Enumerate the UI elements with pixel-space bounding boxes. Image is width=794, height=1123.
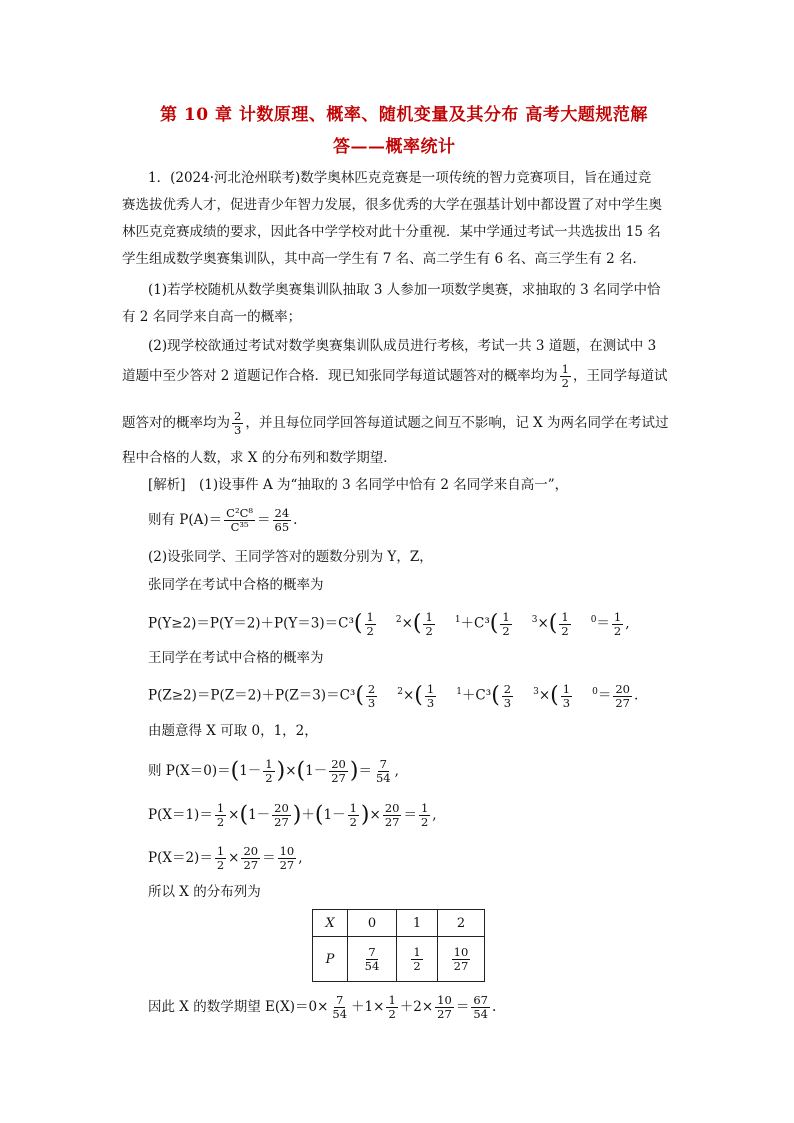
solution-text: 则 P(X＝0)＝ xyxy=(148,763,231,779)
table-cell: 2 xyxy=(438,910,485,937)
question-2-text: 题答对的概率均为 xyxy=(122,415,230,431)
solution-distribution-label: 所以 X 的分布列为 xyxy=(148,884,261,900)
distribution-table xyxy=(312,909,485,982)
solution-text: P(Z≥2)＝P(Z＝2)＋P(Z＝3)＝C³ xyxy=(148,687,356,704)
question-1-line2: 有 2 名同学来自高一的概率； xyxy=(122,309,302,325)
solution-x-values: 由题意得 X 可取 0，1，2， xyxy=(148,723,318,739)
table-row xyxy=(313,937,485,982)
table-header-row xyxy=(313,910,485,937)
table-cell: $\frac{1}{2}$ xyxy=(397,937,438,982)
solution-text: P(Y≥2)＝P(Y＝2)＋P(Y＝3)＝C³ xyxy=(148,615,354,632)
solution-part2: (2)设张同学、王同学答对的题数分别为 Y，Z， xyxy=(148,549,433,565)
solution-wang-label: 王同学在考试中合格的概率为 xyxy=(148,650,324,666)
solution-text: 因此 X 的数学期望 E(X)＝0× xyxy=(148,999,329,1015)
fraction: $\frac{2}{3}$ xyxy=(234,409,242,437)
solution-text: P(X＝1)＝ xyxy=(148,807,213,823)
table-cell: $\frac{7}{54}$ xyxy=(348,937,397,982)
question-2-line3 xyxy=(122,410,669,437)
table-cell: $\frac{10}{27}$ xyxy=(438,937,485,982)
problem-text-1: 1．(2024·河北沧州联考)数学奥林匹克竞赛是一项传统的智力竞赛项目，旨在通过竞 xyxy=(148,170,652,186)
question-1-line1: (1)若学校随机从数学奥赛集训队抽取 3 人参加一项数学奥赛，求抽取的 3 名同学中恰 xyxy=(148,282,661,298)
solution-zhang-formula: P(Y≥2)＝P(Y＝2)＋P(Y＝3)＝C³( $\frac{1}{2}$ $^2$×( $\frac{1}{2}$ $^1$＋C³( $\frac{1}{2}$ $^3$×( $\frac{1}{2}$ $^0$＝ $\frac{1}{2}$ , xyxy=(148,609,630,638)
question-2-line2 xyxy=(122,363,668,390)
solution-wang-formula: P(Z≥2)＝P(Z＝2)＋P(Z＝3)＝C³( $\frac{2}{3}$ $^2$×( $\frac{1}{3}$ $^1$＋C³( $\frac{2}{3}$ $^3$×( $\frac{1}{3}$ $^0$＝ $\frac{20}{27}$ . xyxy=(148,681,639,710)
solution-px2: P(X＝2)＝ $\frac{1}{2}$ × $\frac{20}{27}$ ＝ $\frac{10}{27}$ , xyxy=(148,844,303,872)
solution-expectation: 因此 X 的数学期望 E(X)＝0× $\frac{7}{54}$ ＋1× $\frac{1}{2}$ ＋2× $\frac{10}{27}$ ＝ $\frac{67}{54}$ . xyxy=(148,993,497,1021)
solution-px1: P(X＝1)＝ $\frac{1}{2}$ ×(1－ $\frac{20}{27}$ )＋(1－ $\frac{1}{2}$ )× $\frac{20}{27}$ ＝ $\frac{1}{2}$ , xyxy=(148,801,437,829)
question-2-text: ，王同学每道试 xyxy=(573,368,668,384)
question-2-text: 道题中至少答对 2 道题记作合格．现已知张同学每道试题答对的概率均为 xyxy=(122,368,558,384)
problem-text-3: 林匹克竞赛成绩的要求，因此各中学学校对此十分重视．某中学通过考试一共选拔出 15 名 xyxy=(122,224,661,240)
fraction: $\frac{\text{C²C⁸}}{\text{C³⁵}}$ xyxy=(226,506,253,534)
table-cell: 0 xyxy=(348,910,397,937)
fraction: $\frac{1}{2}$ xyxy=(561,362,569,390)
solution-text: P(X＝2)＝ xyxy=(148,850,213,866)
solution-px0: 则 P(X＝0)＝(1－ $\frac{1}{2}$ )×(1－ $\frac{20}{27}$ )＝ $\frac{7}{54}$ , xyxy=(148,757,399,785)
question-2-text: ，并且每位同学回答每道试题之间互不影响，记 X 为两名同学在考试过 xyxy=(245,415,669,431)
solution-pa: 则有 P(A)＝ $\frac{\text{C²C⁸}}{\text{C³⁵}}$ ＝ $\frac{24}{65}$ . xyxy=(148,506,298,534)
equals-sign: ＝ xyxy=(257,512,271,528)
table-cell: X xyxy=(313,910,348,937)
chapter-title-line2: 答——概率统计 xyxy=(333,137,456,157)
problem-text-4: 学生组成数学奥赛集训队，其中高一学生有 7 名、高二学生有 6 名、高三学生有 2 名． xyxy=(122,251,647,267)
table-cell: 1 xyxy=(397,910,438,937)
solution-text: 则有 P(A)＝ xyxy=(148,512,223,528)
table-cell: P xyxy=(313,937,348,982)
problem-text-2: 赛选拔优秀人才，促进青少年智力发展，很多优秀的大学在强基计划中都设置了对中学生奥 xyxy=(122,197,662,213)
question-2-line4: 程中合格的人数，求 X 的分布列和数学期望． xyxy=(122,450,397,466)
solution-intro: [解析] (1)设事件 A 为“抽取的 3 名同学中恰有 2 名同学来自高一”， xyxy=(148,477,569,493)
chapter-title-line1: 第 10 章 计数原理、概率、随机变量及其分布 高考大题规范解 xyxy=(160,105,648,125)
solution-zhang-label: 张同学在考试中合格的概率为 xyxy=(148,577,324,593)
fraction: $\frac{24}{65}$ xyxy=(274,506,290,534)
question-2-line1: (2)现学校欲通过考试对数学奥赛集训队成员进行考核，考试一共 3 道题，在测试中 3 xyxy=(148,338,657,354)
